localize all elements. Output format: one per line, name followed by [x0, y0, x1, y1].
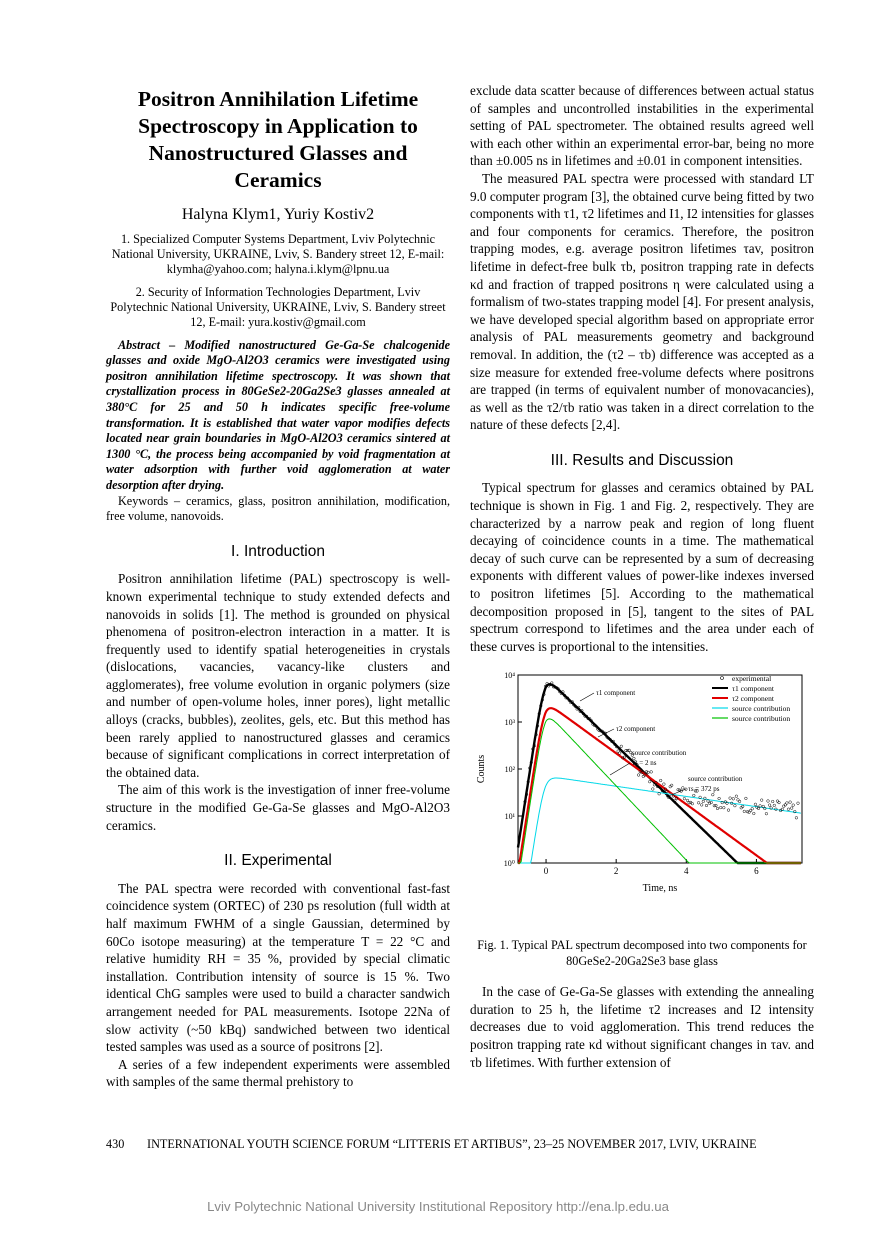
data-point [645, 771, 648, 774]
data-point [734, 805, 737, 808]
data-point [790, 807, 793, 810]
data-point [652, 788, 655, 791]
y-tick-label: 10⁴ [504, 671, 515, 681]
data-point [786, 802, 789, 805]
data-point [743, 811, 746, 814]
abstract: Abstract – Modified nanostructured Ge-Ga-Se chalcogenide glasses and oxide MgO-Al2O3 ceramics were investigated using positron annihilation lifetime spectroscopy. It was shown that crystallization process in 80GeSe2-20Ga2Se3 glasses annealed at 380°C for 25 and 50 h indicates specific free-volume transformation. It is established that water vapor modifies defects located near grain boundaries in MgO-Al2O3 ceramics sintered at 1300 °C, the process being accompanied by void fragmentation at water adsorption with further void agglomeration at water desorption after drying. [106, 337, 450, 492]
y-tick-label: 10² [504, 765, 515, 775]
figure-caption: Fig. 1. Typical PAL spectrum decomposed into two components for 80GeSe2-20Ga2Se3 base glass [477, 938, 807, 968]
data-point [778, 802, 781, 805]
y-axis-label: Counts [476, 755, 487, 784]
y-tick-label: 10³ [504, 718, 515, 728]
results-paragraph-1: Typical spectrum for glasses and ceramics obtained by PAL technique is shown in Fig. 1 and Fig. 2, respectively. They are characterized by a narrow peak and region of long fluent decaying of coincidence counts in a time. The mathematical decay of such curve can be represented by a sum of decreasing exponents with different values of power-like indexes inversed to positron lifetimes [5]. According to the mathematical decomposition proposed in [5], tangent to the sites of PAL spectrum correspond to lifetimes and the area under each of these curves is proportional to the intensities. [470, 480, 814, 654]
data-point [767, 800, 770, 803]
data-point [737, 799, 740, 802]
data-point [751, 808, 754, 811]
data-point [683, 798, 686, 801]
annotation-tau-s-2: τs = 372 ps [688, 785, 720, 794]
data-point [719, 807, 722, 810]
legend-marker-experimental [721, 677, 724, 680]
legend-label-2: τ2 component [732, 694, 774, 704]
annotation-source-1: source contribution [632, 749, 687, 758]
data-point [797, 802, 800, 805]
data-point [773, 805, 776, 808]
data-point [745, 798, 748, 801]
series-line-2 [518, 709, 801, 864]
annotation-source-2: source contribution [688, 775, 743, 784]
pal-spectrum-chart [470, 667, 814, 929]
data-point [765, 813, 768, 816]
data-point [716, 808, 719, 811]
intro-paragraph-1: Positron annihilation lifetime (PAL) spectroscopy is well-known experimental technique to study extended defects and nanovoids in solids [1]. The method is grounded on physical phenomena of positron-electron interaction in a matter. It is frequently used to identify spatial heterogeneities in crystals (dislocations, vacancies, vacancy-like clusters and agglomerates), free volume evolution in organic polymers (size and number of open-volume holes, inner pores), light metallic alloys (cracks, bubbles), zeolites, gels, etc. But this method has been rarely applied to nanostructured glasses and ceramics because of significant complications in correct interpretation of the obtained data. [106, 571, 450, 780]
annotation-arrow [610, 763, 630, 775]
data-point [748, 811, 751, 814]
data-point [760, 799, 763, 802]
data-point [753, 813, 756, 816]
intro-paragraph-2: The aim of this work is the investigation of inner free-volume structure in the modified Ge-Ga-Se glasses and MgO-Al2O3 ceramics. [106, 782, 450, 833]
authors: Halyna Klym1, Yuriy Kostiv2 [181, 206, 375, 223]
data-point [686, 800, 689, 803]
data-point [771, 801, 774, 804]
data-point [792, 804, 795, 807]
keywords: Keywords – ceramics, glass, positron annihilation, modification, free volume, nanovoids. [106, 493, 450, 524]
data-point [718, 798, 721, 801]
paper-title: Positron Annihilation Lifetime Spectroscopy in Application to Nanostructured Glasses and Ceramics [137, 87, 419, 192]
legend-label-1: τ1 component [732, 684, 774, 694]
data-point [735, 795, 738, 798]
data-point [705, 805, 708, 808]
legend-label-experimental: experimental [732, 674, 772, 684]
experimental-paragraph-2: A series of a few independent experiments were assembled with samples of the same thermal prehistory to [106, 1056, 450, 1090]
annotation-tau1: τ1 component [596, 689, 636, 698]
data-point [768, 804, 771, 807]
data-point [648, 781, 651, 784]
data-point [712, 794, 715, 797]
data-point [715, 805, 718, 808]
data-point [702, 801, 705, 804]
data-point [620, 745, 623, 748]
data-point [659, 780, 662, 783]
data-point [749, 810, 752, 813]
experimental-heading: II. Experimental [224, 852, 332, 870]
data-point [727, 809, 730, 812]
data-point [682, 787, 685, 790]
right-paragraph-1: exclude data scatter because of differences between actual status of samples and uncontrolled instabilities in the experimental setting of PAL spectrometer. The obtained results agreed well with each other within an experimental error-bar, being no more than ±0.005 ns in lifetimes and ±0.01 in component intensities. [470, 83, 814, 169]
data-point [795, 817, 798, 820]
left-column [106, 84, 450, 1091]
x-axis-label: Time, ns [642, 883, 678, 895]
x-tick-label: 6 [754, 866, 759, 877]
data-point [789, 801, 792, 804]
right-paragraph-2: The measured PAL spectra were processed with standard LT 9.0 computer program [3], the obtained curve being fitted by two components with τ1, τ2 lifetimes and I1, I2 intensities for glasses and four components for ceramics. Therefore, the positron trapping modes, e.g. average positron lifetimes τav, positron lifetime in defect-free bulk τb, positron trapping rate in defects κd and fraction of trapped positrons η were calculated using a formalism of two-states trapping model [4]. For present analysis, we have developed special algorithm based on appropriate error analysis of PAL measurements geometry and background removal. In addition, the (τ2 – τb) difference was accepted as a size measure for extended free-volume defects where positrons are trapped (in terms of equivalent number of monovacancies), as well as the τ2/τb ratio was taken in a direct correlation to the nature of these defects [2,4]. [470, 170, 814, 433]
annotation-tau-s-1: τs = 2 ns [632, 759, 657, 768]
data-point [642, 776, 645, 779]
data-point [700, 804, 703, 807]
annotation-arrow [580, 693, 594, 701]
legend-label-3: source contribution [732, 704, 791, 714]
y-tick-label: 10¹ [504, 812, 515, 822]
repository-note: Lviv Polytechnic National University Institutional Repository http://ena.lp.edu.ua [207, 1199, 669, 1214]
legend-label-4: source contribution [732, 714, 791, 724]
data-point [732, 798, 735, 801]
results-paragraph-2: In the case of Ge-Ga-Se glasses with extending the annealing duration to 25 h, the lifetime τ2 increases and I2 intensity decreases due to void agglomeration. This trend reduces the positron trapping rate κd without significant changes in τav. and τb lifetimes. With further extension of [470, 984, 814, 1070]
data-point [776, 800, 779, 803]
data-point [754, 803, 757, 806]
affiliation-2: 2. Security of Information Technologies Department, Lviv Polytechnic National University, UKRAINE, Lviv, S. Bandery street 12, E-mail: yura.kostiv@gmail.com [110, 284, 446, 329]
data-point [618, 752, 621, 755]
data-point [663, 783, 666, 786]
series-line-4 [518, 719, 801, 863]
data-point [787, 808, 790, 811]
x-tick-label: 2 [613, 866, 619, 877]
intro-heading: I. Introduction [231, 542, 325, 560]
x-tick-label: 0 [543, 866, 549, 877]
affiliation-1: 1. Specialized Computer Systems Department, Lviv Polytechnic National University, UKRAINE, Lviv, S. Bandery street 12, E-mail: klymha@yahoo.com; halyna.i.klym@lpnu.ua [111, 231, 445, 276]
series-line-3 [518, 778, 801, 863]
data-point [729, 797, 732, 800]
results-heading: III. Results and Discussion [550, 451, 734, 469]
data-point [723, 807, 726, 810]
annotation-tau2: τ2 component [616, 725, 656, 734]
page-footer [106, 1137, 786, 1152]
experimental-paragraph-1: The PAL spectra were recorded with conventional fast-fast coincidence system (ORTEC) of 230 ps resolution (full width at half maximum FWHM of a single Gaussian, determined by 60Co isotope measuring) at the temperature T = 22 °C and relative humidity RH = 35 %, provided by special climatic installation. Contribution intensity of source is 15 %. Two identical ChG samples were used to build a character sandwich arrangement needed for PAL measurements. Isotope 22Na of slow activity (~50 kBq) sandwiched between two identical tested samples was used as a source of positrons [2]. [106, 880, 450, 1055]
data-point [650, 771, 653, 774]
y-tick-label: 10⁰ [503, 859, 515, 869]
data-point [647, 772, 650, 775]
data-point [693, 795, 696, 798]
data-point [637, 774, 640, 777]
x-tick-label: 4 [684, 866, 689, 877]
data-point [697, 802, 700, 805]
right-column [470, 82, 814, 1071]
data-point [738, 801, 741, 804]
footer-text: INTERNATIONAL YOUTH SCIENCE FORUM “LITTERIS ET ARTIBUS”, 23–25 NOVEMBER 2017, LVIV, UKRAINE [147, 1137, 757, 1151]
page-number: 430 [106, 1137, 125, 1151]
data-point [746, 811, 749, 814]
